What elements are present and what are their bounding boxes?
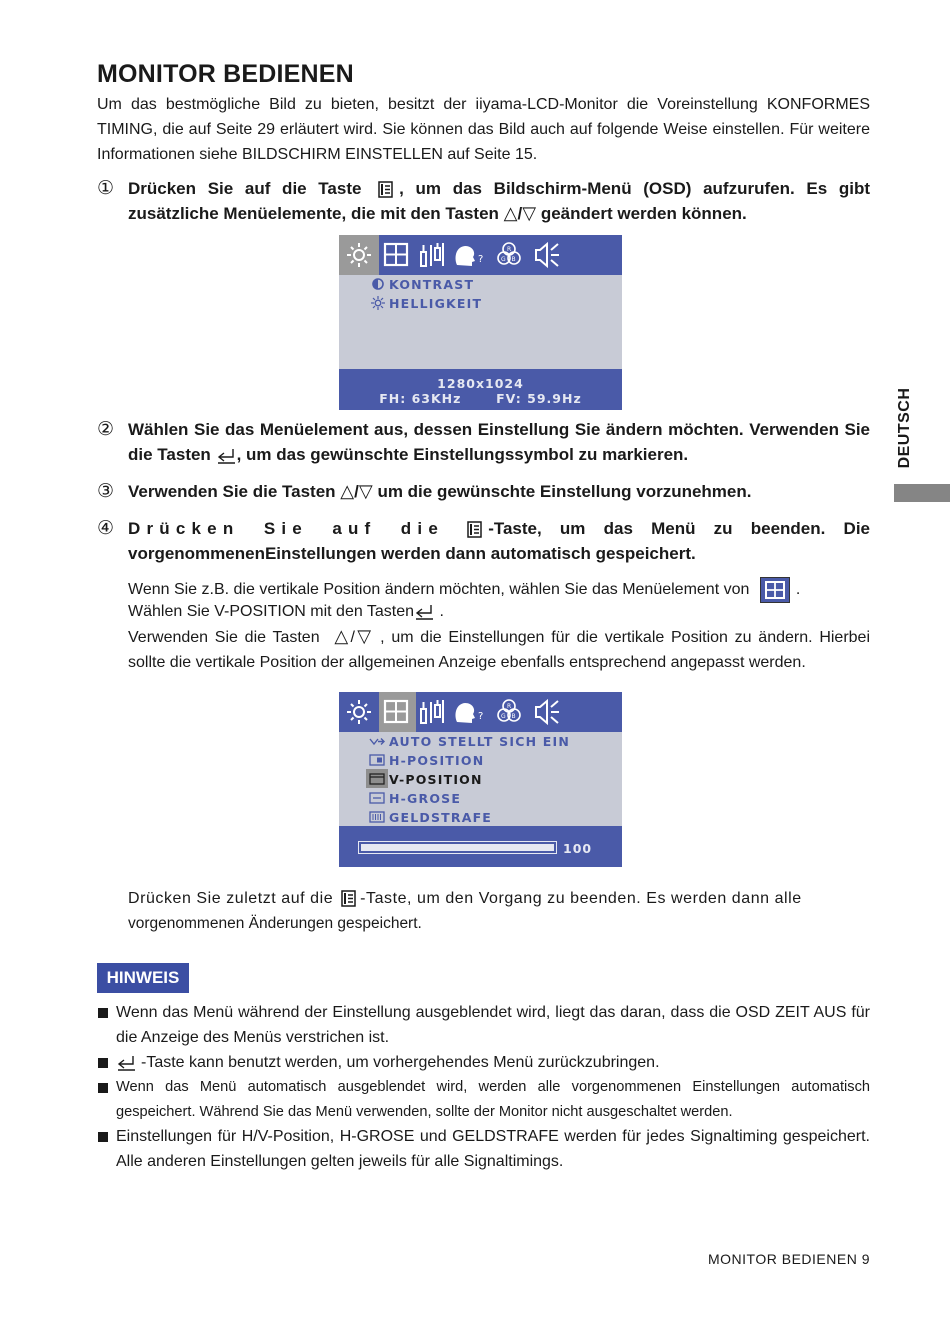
step-number: ②	[97, 419, 115, 440]
note-item: Einstellungen für H/V-Position, H-GROSE und GELDSTRAFE werden für jedes Signaltiming gespeichert. Alle anderen Einstellungen gelten jeweils für alle Signaltimings.	[97, 1124, 870, 1174]
note-item: Wenn das Menü während der Einstellung ausgeblendet wird, liegt das daran, dass die OSD ZEIT AUS für die Anzeige des Menüs verstrichen ist.	[97, 1000, 870, 1050]
step-number: ④	[97, 518, 115, 539]
note-item: -Taste kann benutzt werden, um vorhergehendes Menü zurückzubringen.	[97, 1050, 870, 1075]
osd-item-helligkeit: HELLIGKEIT	[389, 296, 483, 311]
step-1: ① Drücken Sie auf die Taste , um das Bildschirm-Menü (OSD) aufzurufen. Es gibt zusätzliche Menüelemente, die mit den Tasten △/▽ geändert werden können.	[97, 178, 870, 223]
closing-paragraph: Drücken Sie zuletzt auf die -Taste, um den Vorgang zu beenden. Es werden dann alle vorgenommenen Änderungen gespeichert.	[128, 890, 802, 932]
enter-key-icon	[116, 1053, 137, 1072]
osd-info-footer	[339, 369, 622, 410]
hinweis-label: HINWEIS	[97, 963, 189, 993]
enter-key-icon	[216, 446, 237, 465]
osd-item-geldstrafe: GELDSTRAFE	[389, 810, 493, 825]
step-4: ④ Drücken Sie auf die -Taste, um das Menü zu beenden. Die vorgenommenenEinstellungen werden dann automatisch gespeichert.	[97, 518, 871, 563]
h-size-icon	[369, 792, 385, 804]
note-item: Wenn das Menü automatisch ausgeblendet wird, werden alle vorgenommenen Einstellungen automatisch gespeichert. Während Sie das Menü verwenden, sollte der Monitor nicht ausgeschaltet werden.	[97, 1075, 870, 1125]
osd-icon-bar	[339, 235, 622, 275]
down-triangle-icon: ▽	[354, 626, 374, 646]
osd-position-menu-picture	[339, 692, 622, 867]
step-number: ①	[97, 178, 115, 199]
up-triangle-icon: △	[334, 626, 351, 646]
bullet-icon	[98, 1083, 108, 1093]
menu-button-icon	[377, 181, 395, 199]
intro-paragraph: Um das bestmögliche Bild zu bieten, besitzt der iiyama-LCD-Monitor die Voreinstellung KONFORMES TIMING, die auf Seite 29 erläutert wird. Sie können das Bild auch auf folgende Weise einstellen. Für weitere Informationen siehe BILDSCHIRM EINSTELLEN auf Seite 15.	[97, 96, 870, 163]
contrast-icon	[371, 277, 385, 291]
image-position-menu-icon	[760, 577, 790, 603]
side-tab-bar	[894, 484, 950, 502]
enter-key-icon	[414, 602, 435, 621]
fine-tune-icon	[369, 811, 385, 823]
osd-item-auto: AUTO STELLT SICH EIN	[389, 734, 571, 749]
brightness-small-icon	[371, 296, 385, 310]
auto-adjust-icon	[369, 735, 385, 748]
down-triangle-icon: ▽	[358, 481, 373, 501]
osd-item-h-position: H-POSITION	[389, 753, 485, 768]
up-triangle-icon: △	[340, 481, 355, 501]
osd-item-v-position: V-POSITION	[389, 772, 483, 787]
osd-menu-picture	[339, 235, 622, 410]
osd-fh: FH: 63KHz	[379, 391, 462, 406]
menu-button-icon	[340, 890, 358, 908]
h-position-icon	[369, 754, 385, 766]
osd-item-kontrast: KONTRAST	[389, 277, 475, 292]
language-side-tab	[894, 380, 950, 476]
side-tab-label: DEUTSCH	[896, 387, 913, 469]
menu-button-icon	[466, 521, 484, 539]
bullet-icon	[98, 1008, 108, 1018]
page-footer: MONITOR BEDIENEN 9	[708, 1251, 870, 1267]
osd-icon-bar	[339, 692, 622, 732]
example-paragraph: Wenn Sie z.B. die vertikale Position ändern möchten, wählen Sie das Menüelement von . Wählen Sie V-POSITION mit den Tasten . Verwenden Sie die Tasten △/▽ , um die Einstellungen für die vertikale Position zu ändern. Hierbei sollte die vertikale Position der allgemeinen Anzeige ebenfalls entsprechend angepasst werden.	[128, 577, 870, 675]
step-number: ③	[97, 481, 115, 502]
osd-progress-track	[358, 841, 557, 854]
step-3: ③ Verwenden Sie die Tasten △/▽ um die gewünschte Einstellung vorzunehmen.	[97, 481, 752, 502]
osd-item-h-grose: H-GROSE	[389, 791, 462, 806]
page-title: MONITOR BEDIENEN	[97, 60, 354, 88]
osd-progress-fill	[361, 844, 554, 851]
osd-progress-value: 100	[563, 841, 593, 856]
down-triangle-icon: ▽	[522, 203, 537, 223]
osd-slider-footer	[339, 826, 622, 867]
osd-fv: FV: 59.9Hz	[496, 391, 582, 406]
step-2: ② Wählen Sie das Menüelement aus, dessen Einstellung Sie ändern möchten. Verwenden Sie die Tasten , um das gewünschte Einstellungssymbol zu markieren.	[97, 419, 870, 464]
bullet-icon	[98, 1058, 108, 1068]
up-triangle-icon: △	[503, 203, 518, 223]
osd-resolution: 1280x1024	[437, 376, 524, 391]
v-position-icon	[369, 773, 385, 785]
bullet-icon	[98, 1132, 108, 1142]
